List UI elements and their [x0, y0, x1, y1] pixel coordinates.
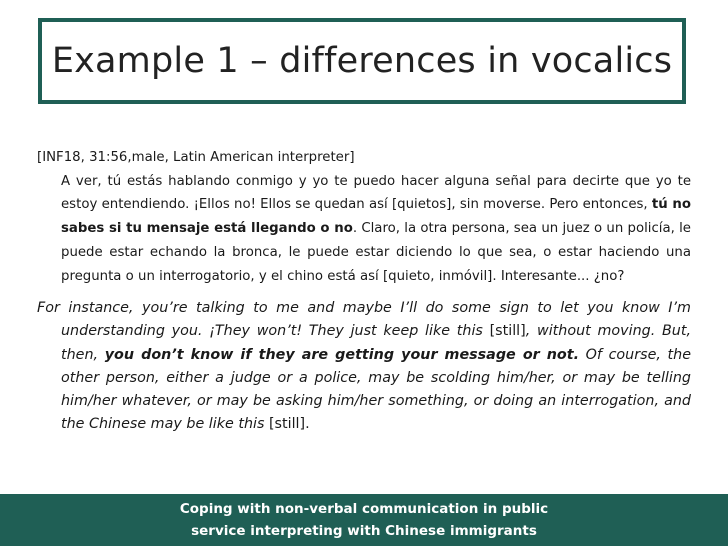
slide-title: Example 1 – differences in vocalics — [51, 41, 673, 81]
english-bold-phrase: you don’t know if they are getting your message or not. — [104, 346, 580, 363]
footer-banner — [0, 494, 728, 546]
english-text-3: Of course, the other person, either a judge or a police, may be scolding him/her, or may be telling him/her whatever, or may be asking him/her something, or doing an interrogation, and the Chinese may be like this — [61, 346, 692, 433]
still-note-2: [still] — [268, 416, 306, 433]
english-text-1: For instance, you’re talking to me and maybe I’ll do some sign to let you know I’m understanding you. ¡They won’t! They just keep like this — [37, 300, 691, 340]
title-frame — [38, 18, 686, 104]
english-translation — [37, 297, 691, 436]
footer-line-1: Coping with non-verbal communication in public — [179, 501, 549, 517]
footer-line-2: service interpreting with Chinese immigrants — [191, 523, 537, 539]
slide-content — [37, 146, 691, 436]
spanish-bold-phrase: tú no sabes si tu mensaje está llegando o no — [61, 197, 692, 237]
spanish-text-1: A ver, tú estás hablando conmigo y yo te puedo hacer alguna señal para decirte que yo te estoy entendiendo. ¡Ellos no! Ellos se quedan así [quietos], sin moverse. Pero entonces, — [61, 173, 691, 213]
still-note-1: [still] — [489, 323, 526, 340]
english-text-4: . — [305, 416, 310, 433]
spanish-text-2: . Claro, la otra persona, sea un juez o un policía, le puede estar echando la bronca, le puede estar diciendo lo que sea, o estar haciendo una pregunta o un interrogatorio, y el chino está así [quieto, inmóvil]. Interesante... ¿no? — [61, 221, 691, 284]
interview-metadata: [INF18, 31:56,male, Latin American interpreter] — [37, 150, 355, 165]
spanish-quote — [37, 146, 691, 288]
english-text-2: , without moving. But, then, — [61, 323, 691, 363]
